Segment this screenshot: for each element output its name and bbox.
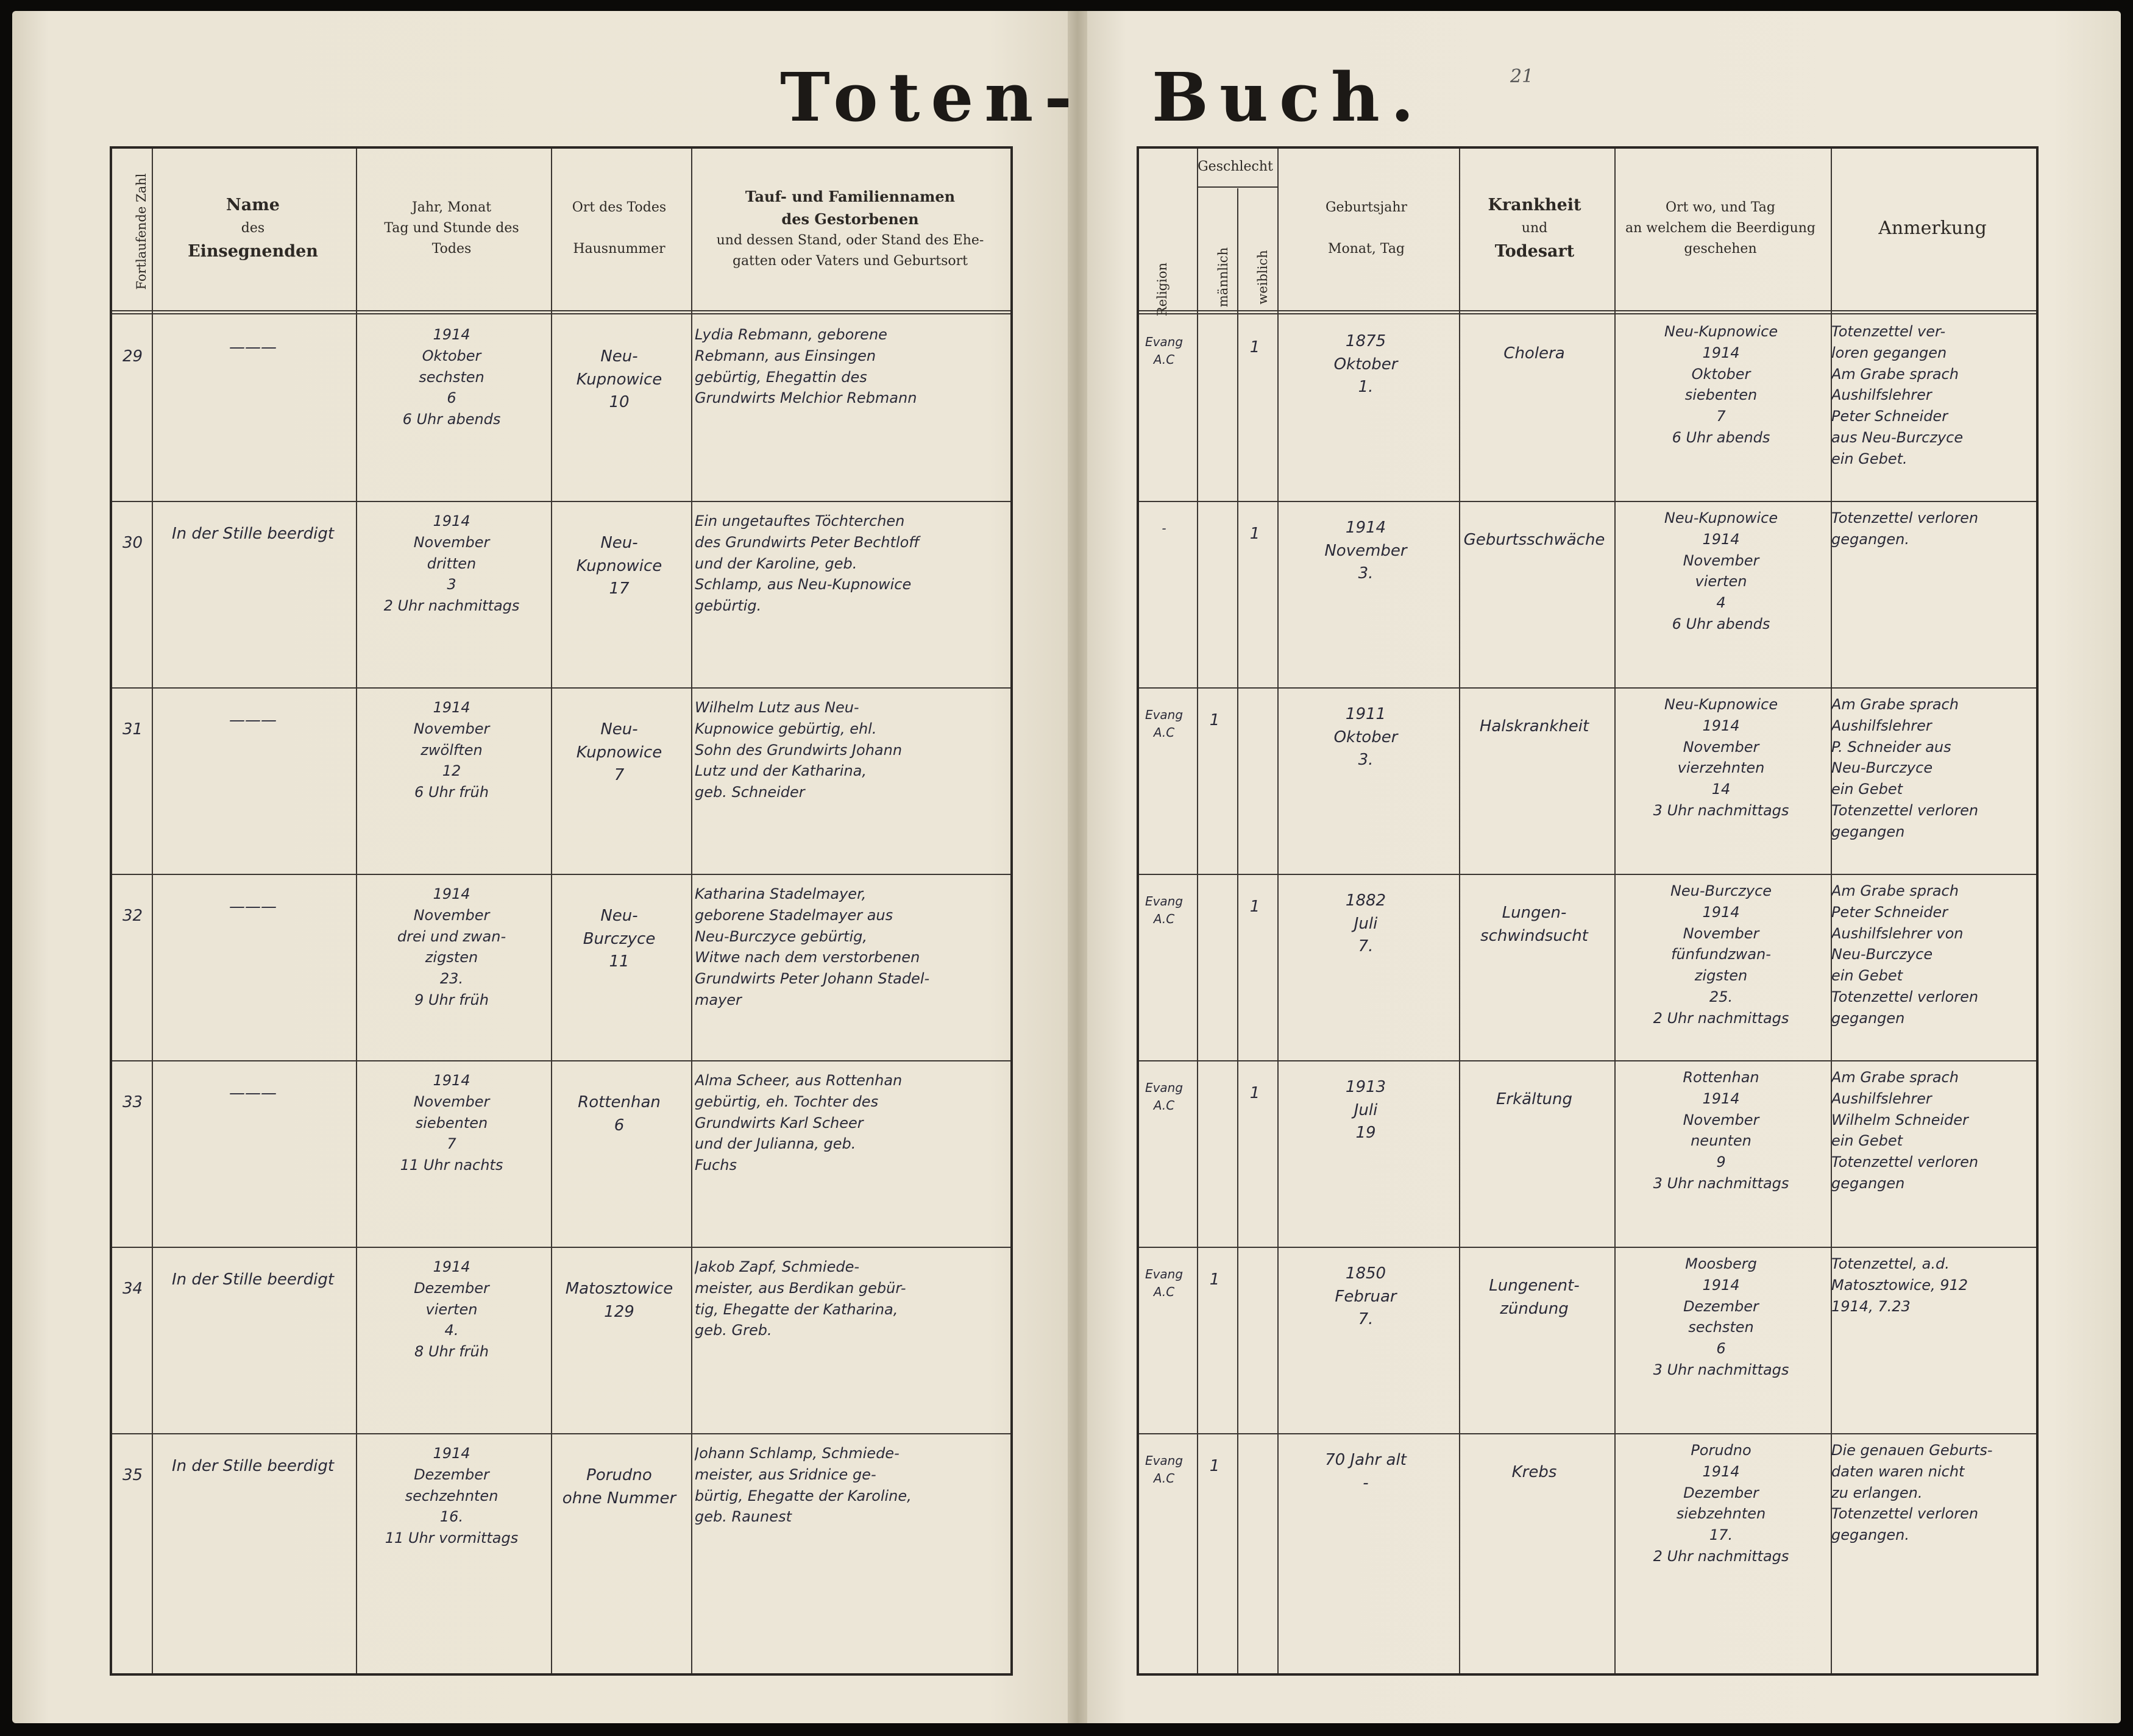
book-spine	[1068, 11, 1087, 1723]
row-separator	[112, 501, 1010, 502]
row-separator	[1139, 1247, 2036, 1248]
row-place: Porudno ohne Nummer	[562, 1466, 676, 1507]
row-illness: Halskrankheit	[1479, 717, 1589, 735]
header-consecrator	[152, 149, 353, 308]
row-religion: Evang A.C	[1145, 335, 1184, 367]
title-left: Toten-	[780, 58, 1084, 136]
row-death-date: 1914 November dritten 3 2 Uhr nachmittags	[383, 512, 520, 615]
row-death-date: 1914 Dezember sechzehnten 16. 11 Uhr vormittags	[385, 1445, 519, 1547]
row-number: 32	[122, 907, 143, 925]
row-burial: Neu-Burczyce 1914 November fünfundzwan- zigsten 25. 2 Uhr nachmittags	[1653, 882, 1789, 1027]
row-female	[1236, 1455, 1274, 1614]
row-religion: Evang A.C	[1145, 1080, 1184, 1113]
row-place: Neu- Kupnowice 7	[576, 720, 662, 785]
row-number: 29	[122, 347, 143, 366]
row-death-date: 1914 November siebenten 7 11 Uhr nachts	[400, 1072, 503, 1174]
row-burial: Neu-Kupnowice 1914 November vierten 4 6 Uhr abends	[1664, 509, 1778, 632]
row-birth: 1882 Juli 7.	[1345, 891, 1386, 956]
row-consecrator: ———	[229, 1084, 277, 1102]
row-birth: 1913 Juli 19	[1345, 1078, 1386, 1143]
row-separator	[1139, 687, 2036, 689]
row-burial: Porudno 1914 Dezember siebzehnten 17. 2 Uhr nachmittags	[1653, 1442, 1789, 1565]
row-separator	[112, 1060, 1010, 1061]
row-female	[1236, 1269, 1274, 1427]
row-names: Lydia Rebmann, geborene Rebmann, aus Einsingen gebürtig, Ehegattin des Grundwirts Melchior Rebmann	[695, 326, 917, 407]
header-religion: Religion	[1155, 263, 1169, 316]
page-number: 21	[1510, 66, 1534, 87]
header-male: männlich	[1216, 247, 1230, 308]
row-number: 33	[122, 1093, 143, 1111]
row-death-date: 1914 November zwölften 12 6 Uhr früh	[413, 699, 490, 801]
row-birth: 1875 Oktober 1.	[1333, 332, 1398, 397]
row-remarks: Die genauen Geburts- daten waren nicht zu erlangen. Totenzettel verloren gegangen.	[1831, 1442, 1993, 1544]
row-death-date: 1914 Oktober sechsten 6 6 Uhr abends	[402, 326, 501, 428]
row-male	[1196, 336, 1233, 495]
header-birth: Geburtsjahr Monat, Tag	[1325, 199, 1408, 257]
header-place: Ort des Todes Hausnummer	[572, 199, 667, 257]
row-religion: Evang A.C	[1145, 894, 1184, 926]
row-male	[1196, 1082, 1233, 1241]
header-names	[690, 149, 1010, 308]
row-birth: 1911 Oktober 3.	[1333, 705, 1398, 770]
row-number: 35	[122, 1466, 143, 1484]
row-place: Neu- Burczyce 11	[583, 907, 656, 971]
row-female: 1	[1249, 525, 1260, 543]
header-sex: Geschlecht	[1198, 158, 1273, 174]
row-separator	[112, 687, 1010, 689]
title-right: Buch.	[1152, 58, 1425, 136]
row-burial: Rottenhan 1914 November neunten 9 3 Uhr nachmittags	[1653, 1069, 1789, 1192]
row-death-date: 1914 Dezember vierten 4. 8 Uhr früh	[414, 1258, 489, 1361]
row-consecrator: ———	[229, 898, 277, 916]
row-names: Wilhelm Lutz aus Neu- Kupnowice gebürtig, ehl. Sohn des Grundwirts Johann Lutz und der Katharina, geb. Schneider	[695, 699, 903, 801]
row-separator	[1139, 501, 2036, 502]
row-place: Rottenhan 6	[578, 1093, 661, 1135]
row-illness: Geburtsschwäche	[1463, 531, 1605, 549]
row-number: 31	[122, 720, 143, 739]
row-separator	[112, 1247, 1010, 1248]
row-consecrator: In der Stille beerdigt	[171, 1457, 335, 1475]
row-names: Alma Scheer, aus Rottenhan gebürtig, eh. Tochter des Grundwirts Karl Scheer und der Julianna, geb. Fuchs	[695, 1072, 903, 1174]
row-names: Katharina Stadelmayer, geborene Stadelmayer aus Neu-Burczyce gebürtig, Witwe nach dem verstorbenen Grundwirts Peter Johann Stadel- mayer	[695, 885, 930, 1008]
header-burial: Ort wo, und Tag an welchem die Beerdigung geschehen	[1625, 199, 1815, 257]
row-female: 1	[1249, 338, 1260, 356]
row-names: Jakob Zapf, Schmiede- meister, aus Berdikan gebür- tig, Ehegatte der Katharina, geb. Greb.	[695, 1258, 906, 1339]
row-birth: 70 Jahr alt -	[1325, 1451, 1407, 1492]
row-male	[1196, 896, 1233, 1054]
row-names: Ein ungetauftes Töchterchen des Grundwirts Peter Bechtloff und der Karoline, geb. Schlamp, aus Neu-Kupnowice gebürtig.	[695, 512, 920, 615]
row-remarks: Totenzettel ver- loren gegangen Am Grabe sprach Aushilfslehrer Peter Schneider aus Neu-Burczyce ein Gebet.	[1831, 323, 1964, 467]
header-death-date: Jahr, Monat Tag und Stunde des Todes	[384, 199, 519, 257]
row-male: 1	[1209, 711, 1220, 729]
row-place: Matosztowice 129	[565, 1280, 673, 1321]
header-names-l1: Tauf- und Familiennamen	[745, 187, 956, 205]
row-death-date: 1914 November drei und zwan- zigsten 23. 9 Uhr früh	[397, 885, 506, 1008]
row-separator	[1139, 1433, 2036, 1434]
header-names-l2: des Gestorbenen	[781, 210, 919, 228]
row-place: Neu- Kupnowice 17	[576, 534, 662, 598]
row-burial: Neu-Kupnowice 1914 November vierzehnten 14 3 Uhr nachmittags	[1653, 696, 1789, 819]
row-male: 1	[1209, 1457, 1220, 1475]
row-remarks: Am Grabe sprach Aushilfslehrer Wilhelm Schneider ein Gebet Totenzettel verloren gegangen	[1831, 1069, 1979, 1192]
row-illness: Lungen- schwindsucht	[1480, 904, 1588, 945]
row-separator	[112, 1433, 1010, 1434]
row-religion: Evang A.C	[1145, 1267, 1184, 1299]
row-female: 1	[1249, 1084, 1260, 1102]
row-female	[1236, 709, 1274, 868]
row-burial: Neu-Kupnowice 1914 Oktober siebenten 7 6 Uhr abends	[1664, 323, 1778, 446]
row-separator	[1139, 874, 2036, 875]
row-remarks: Am Grabe sprach Aushilfslehrer P. Schneider aus Neu-Burczyce ein Gebet Totenzettel verloren gegangen	[1831, 696, 1979, 840]
row-remarks: Totenzettel, a.d. Matosztowice, 912 1914, 7.23	[1831, 1255, 1968, 1315]
row-female: 1	[1249, 898, 1260, 916]
header-consecrator-l1: Name	[226, 196, 280, 215]
row-consecrator: In der Stille beerdigt	[171, 1270, 335, 1289]
row-birth: 1914 November 3.	[1324, 519, 1407, 583]
row-number: 34	[122, 1280, 143, 1298]
row-remarks: Am Grabe sprach Peter Schneider Aushilfslehrer von Neu-Burczyce ein Gebet Totenzettel verloren gegangen	[1831, 882, 1979, 1027]
row-illness: Cholera	[1503, 344, 1565, 363]
row-number: 30	[122, 534, 143, 552]
header-names-l3: und dessen Stand, oder Stand des Ehe- gatten oder Vaters und Geburtsort	[716, 233, 984, 269]
header-number: Fortlaufende Zahl	[134, 173, 149, 290]
row-consecrator: ———	[229, 711, 277, 729]
row-birth: 1850 Februar 7.	[1335, 1264, 1397, 1329]
row-separator	[1139, 1060, 2036, 1061]
row-illness: Lungenent- zündung	[1489, 1277, 1580, 1318]
header-consecrator-l2: des	[241, 220, 265, 236]
header-female: weiblich	[1255, 250, 1270, 305]
row-male: 1	[1209, 1270, 1220, 1289]
row-consecrator: In der Stille beerdigt	[171, 525, 335, 543]
header-illness	[1458, 149, 1611, 308]
header-remarks: Anmerkung	[1878, 217, 1987, 239]
row-separator	[112, 874, 1010, 875]
header-illness-l1: Krankheit	[1488, 196, 1581, 215]
row-illness: Erkältung	[1496, 1090, 1572, 1108]
row-illness: Krebs	[1511, 1463, 1557, 1481]
row-male	[1196, 523, 1233, 681]
row-religion: -	[1162, 521, 1166, 536]
row-consecrator: ———	[229, 338, 277, 356]
row-burial: Moosberg 1914 Dezember sechsten 6 3 Uhr nachmittags	[1653, 1255, 1789, 1378]
header-illness-l2: und	[1521, 220, 1548, 236]
row-remarks: Totenzettel verloren gegangen.	[1831, 509, 1979, 548]
row-religion: Evang A.C	[1145, 1453, 1184, 1486]
header-illness-l3: Todesart	[1494, 242, 1575, 261]
header-consecrator-l3: Einsegnenden	[188, 242, 318, 261]
row-names: Johann Schlamp, Schmiede- meister, aus Sridnice ge- bürtig, Ehegatte der Karoline, geb. Raunest	[695, 1445, 912, 1526]
row-place: Neu- Kupnowice 10	[576, 347, 662, 412]
row-religion: Evang A.C	[1145, 707, 1184, 740]
